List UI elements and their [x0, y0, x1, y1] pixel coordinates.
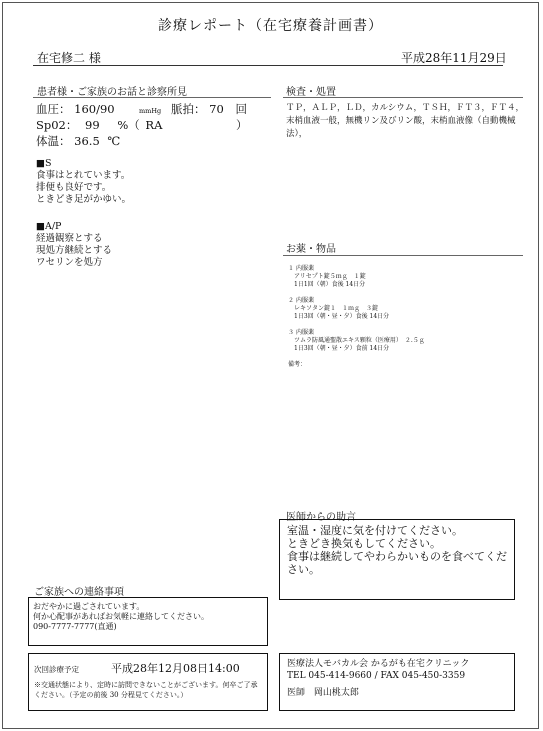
- advice-line: 食事は継続してやわらかいものを食べてください。: [287, 550, 507, 576]
- family-line: おだやかに過ごされています。: [33, 602, 145, 611]
- med-type: 内服薬: [295, 265, 314, 272]
- temp-value: 36.5: [74, 134, 100, 148]
- bp-row: [36, 101, 115, 117]
- meds-title: お薬・物品: [286, 244, 336, 255]
- med-name: アリセプト錠５ｍｇ １錠: [294, 273, 366, 280]
- med-no: ３: [288, 329, 295, 336]
- next-visit-date: 平成28年12月08日14:00: [111, 662, 240, 675]
- s-heading: ■S: [36, 158, 52, 169]
- spo2-ra: RA: [145, 118, 163, 132]
- temp-row: [36, 133, 120, 149]
- advice-line: 室温・湿度に気を付けてください。: [287, 524, 463, 537]
- meds-note-label: 備考：: [288, 361, 307, 368]
- med-usage: 1日1回（朝）食後 14日分: [294, 281, 366, 288]
- advice-title: 医師からの助言: [286, 512, 356, 523]
- s-line: 排便も良好です。: [36, 182, 112, 193]
- s-section: [36, 158, 131, 206]
- family-title: ご家族への連絡事項: [34, 587, 124, 598]
- med-group: [288, 297, 528, 321]
- med-group: [288, 329, 528, 353]
- bp-unit: mmHg: [139, 107, 162, 115]
- patient-name: 在宅修二 様: [37, 51, 101, 65]
- med-name: ツムラ防風通聖散エキス顆粒（医療用） ２.５ｇ: [294, 337, 425, 344]
- doctor-name: 岡山桃太郎: [313, 688, 359, 698]
- family-body: [29, 598, 267, 632]
- ap-heading: ■A/P: [36, 221, 62, 232]
- tests-rule: [283, 97, 523, 98]
- ap-line: 経過観察とする: [36, 233, 103, 244]
- findings-title: 患者様・ご家族のお話と診察所見: [37, 87, 187, 98]
- ap-section: [36, 221, 112, 269]
- spo2-value: 99: [85, 118, 100, 132]
- report-date: 平成28年11月29日: [401, 51, 507, 65]
- spo2-close: ）: [236, 118, 248, 132]
- med-type: 内服薬: [295, 297, 314, 304]
- tests-title: 検査・処置: [286, 87, 336, 98]
- bp-value: 160/90: [74, 102, 115, 116]
- advice-body: [280, 520, 514, 576]
- spo2-label: Sp02：: [36, 118, 78, 132]
- header-rule: [33, 65, 503, 66]
- family-box: [28, 597, 268, 646]
- s-line: 食事はとれています。: [36, 170, 131, 181]
- clinic-doctor: [287, 688, 359, 700]
- med-usage: 1日3回（朝・昼・夕）食前 14日分: [294, 345, 390, 352]
- med-no: ２: [288, 297, 295, 304]
- meds-rule: [283, 255, 523, 256]
- next-visit-label: 次回診療予定: [34, 665, 79, 674]
- temp-label: 体温：: [36, 134, 71, 148]
- meds-list: [288, 265, 528, 369]
- report-title: 診療レポート（在宅療養計画書）: [158, 18, 383, 34]
- clinic-box: [279, 653, 515, 711]
- advice-box: [279, 519, 515, 600]
- pulse-unit: 回: [235, 102, 247, 116]
- family-line: 何か心配事があればお気軽に連絡してください。: [33, 612, 209, 621]
- tests-text: ＴＰ，ＡＬＰ，ＬＤ，カルシウム，ＴＳＨ，ＦＴ３，ＦＴ４，末梢血液一般，無機リン及びリン酸，末梢血液像（自動機械法），: [286, 103, 524, 139]
- family-line: 090-7777-7777(直通): [33, 622, 117, 631]
- pulse-row: [171, 101, 247, 117]
- doctor-label: 医師: [287, 688, 306, 698]
- med-name: レキソタン錠１ １ｍｇ ３錠: [294, 305, 378, 312]
- med-type: 内服薬: [295, 329, 314, 336]
- clinic-name: 医療法人モバカル会 かるがも在宅クリニック: [287, 659, 470, 669]
- med-no: １: [288, 265, 295, 272]
- pulse-label: 脈拍：: [171, 102, 206, 116]
- med-usage: 1日3回（朝・昼・夕）食後 14日分: [294, 313, 390, 320]
- clinic-contact: TEL 045-414-9660 / FAX 045-450-3359: [287, 671, 466, 681]
- temp-unit: ℃: [107, 134, 121, 148]
- advice-line: ときどき換気もしてください。: [287, 537, 441, 550]
- spo2-row: [36, 117, 162, 133]
- spo2-unit: %（: [117, 118, 140, 132]
- pulse-value: 70: [209, 102, 224, 116]
- next-visit-box: [28, 653, 268, 711]
- next-visit-note: ※交通状態により、定時に訪問できないことがございます。何卒ご了承ください。（予定の前後 30 分程見てください。）: [34, 681, 258, 699]
- s-line: ときどき足がかゆい。: [36, 194, 132, 205]
- ap-line: 現処方継続とする: [36, 245, 113, 256]
- ap-line: ワセリンを処方: [36, 257, 103, 268]
- findings-rule: [33, 97, 271, 98]
- bp-label: 血圧：: [36, 102, 71, 116]
- med-group: [288, 265, 528, 289]
- report-page: [2, 2, 539, 729]
